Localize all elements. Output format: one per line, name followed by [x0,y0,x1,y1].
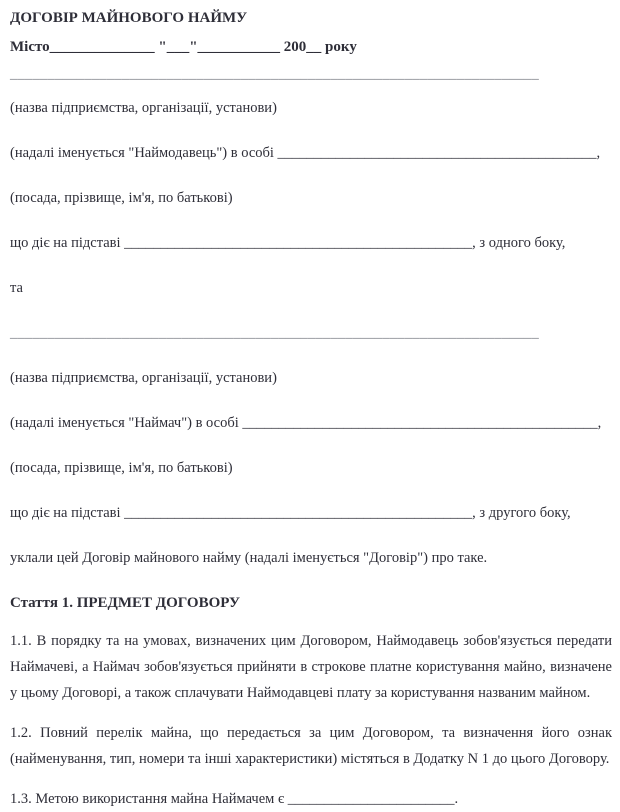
city-date-line: Місто______________ "___"___________ 200__ року [10,39,357,55]
clause-1-2: 1.2. Повний перелік майна, що передається за цим Договором, та визначення його ознак (найменування, тип, номери та інші характеристики) містяться в Додатку N 1 до цього Договору. [10,725,612,767]
clause-1-3: 1.3. Метою використання майна Наймачем є _______________________. [10,791,459,807]
conjunction-and: та [10,280,23,296]
lessor-basis-line: що діє на підставі ________________________________________________, з одного боку, [10,235,566,251]
page-title: ДОГОВІР МАЙНОВОГО НАЙМУ [10,10,248,26]
lessee-position-caption: (посада, прізвище, ім'я, по батькові) [10,460,233,476]
lessor-company-name-caption: (назва підприємства, організації, установи) [10,100,277,116]
article-1-heading: Стаття 1. ПРЕДМЕТ ДОГОВОРУ [10,595,241,611]
lessee-company-name-caption: (назва підприємства, організації, установи) [10,370,277,386]
lessor-representative-line: (надалі іменується "Наймодавець") в особі ____________________________________________, [10,145,601,161]
lessor-position-caption: (посада, прізвище, ім'я, по батькові) [10,190,233,206]
lessee-representative-line: (надалі іменується "Наймач") в особі _________________________________________________, [10,415,602,431]
lessor-name-blank-line: _______________________________________________________________________ [10,66,539,82]
clause-1-1: 1.1. В порядку та на умовах, визначених цим Договором, Наймодавець зобов'язується передати Наймачеві, а Наймач зобов'язується прийняти в строкове платне користування майно, визначене у цьому Договорі, а також сплачувати Наймодавцеві плату за користування названим майном. [10,633,612,701]
lessee-name-blank-line: _______________________________________________________________________ [10,325,539,341]
lessee-basis-line: що діє на підставі ________________________________________________, з другого боку, [10,505,571,521]
preamble-conclusion: уклали цей Договір майнового найму (надалі іменується "Договір") про таке. [10,550,488,566]
